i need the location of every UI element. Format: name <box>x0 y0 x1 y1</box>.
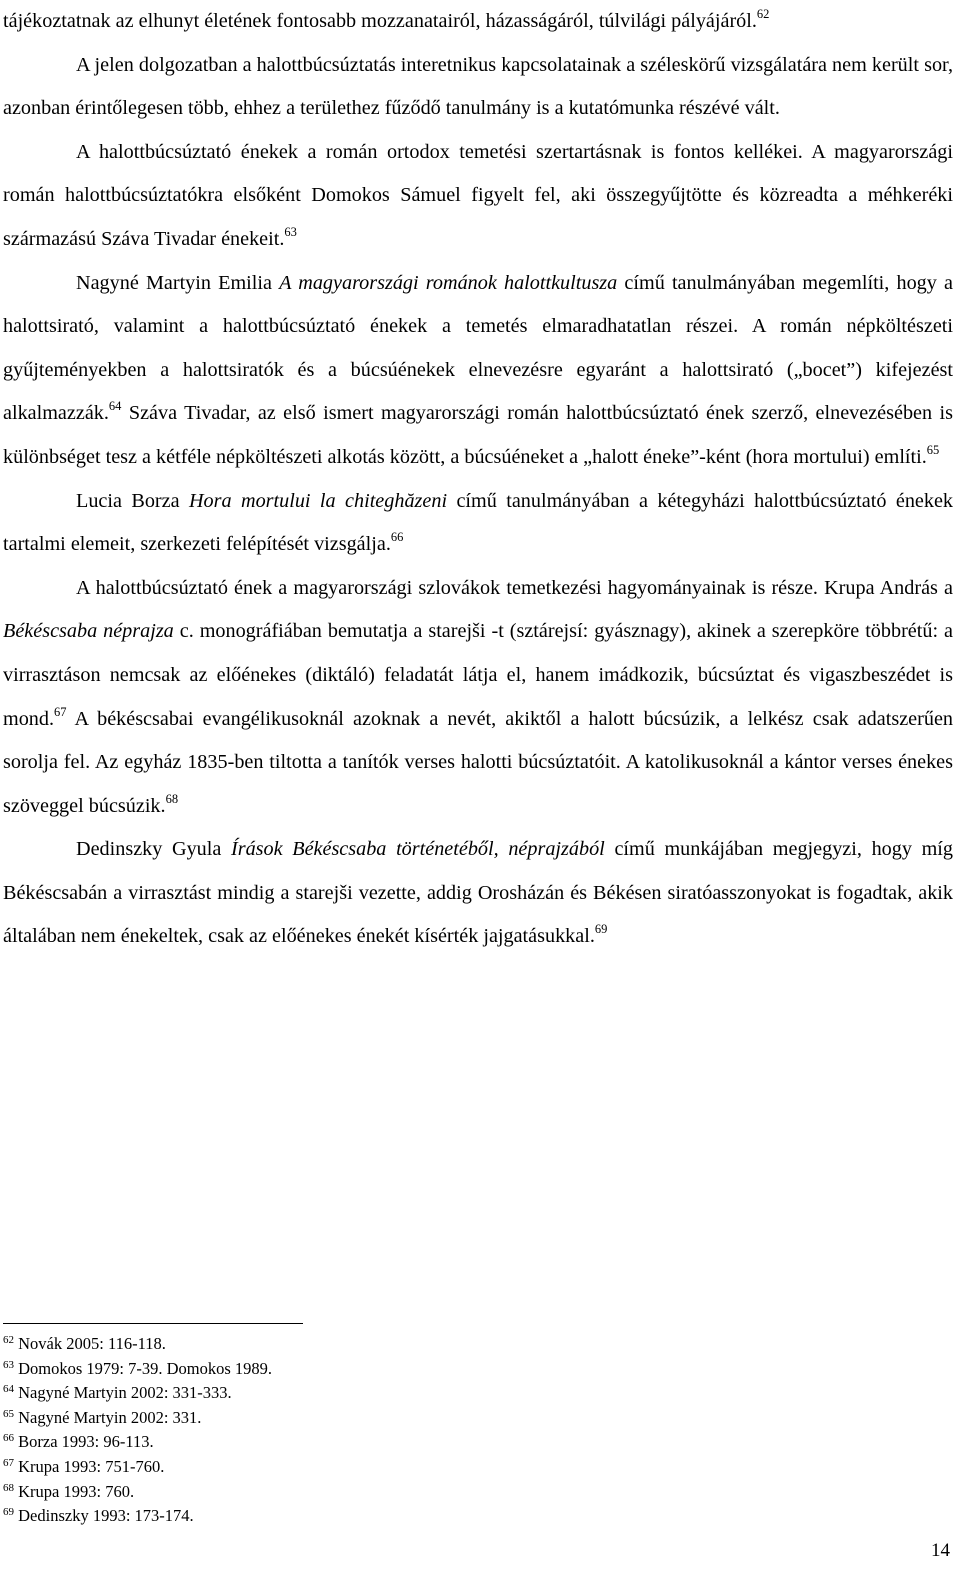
paragraph-text: Nagyné Martyin Emilia <box>76 271 280 294</box>
footnote-number: 65 <box>3 1407 14 1420</box>
footnote-ref[interactable]: 67 <box>54 704 67 719</box>
footnote <box>3 1332 603 1357</box>
paragraph-text: Dedinszky Gyula <box>76 838 231 861</box>
paragraph-text: című munkájában megjegyzi, hogy míg Békéscsabán a virrasztást mindig a starejši vezette, addig Orosházán és Békésen siratóasszonyokat is fogadtak, akik általában nem énekeltek, csak az előénekes énekét kísérték jajgatásukkal. <box>3 838 954 948</box>
paragraph-text: Lucia Borza <box>76 489 189 512</box>
footnote-number: 66 <box>3 1432 14 1445</box>
footnote <box>3 1504 603 1529</box>
paragraph-text: tájékoztatnak az elhunyt életének fontosabb mozzanatairól, házasságáról, túlvilági pályájáról. <box>3 10 757 32</box>
paragraph <box>3 262 953 480</box>
footnote-text: Novák 2005: 116-118. <box>18 1334 166 1353</box>
footnote-text: Domokos 1979: 7-39. Domokos 1989. <box>18 1358 273 1378</box>
paragraph-text: A halottbúcsúztató ének a magyarországi szlovákok temetkezési hagyományainak is része. Krupa András a <box>76 576 953 599</box>
footnote <box>3 1480 603 1505</box>
paragraph <box>3 480 953 567</box>
footnote-ref[interactable]: 69 <box>594 922 608 937</box>
work-title: Hora mortului la chiteghăzeni <box>188 489 448 512</box>
footnote-number: 67 <box>3 1456 14 1469</box>
paragraph <box>3 828 953 959</box>
footnote-number: 68 <box>3 1481 14 1494</box>
paragraph-continued <box>3 0 953 44</box>
paragraph <box>3 131 953 262</box>
footnote-text: Borza 1993: 96-113. <box>18 1432 154 1452</box>
body-text <box>3 0 953 959</box>
footnote <box>3 1430 603 1455</box>
footnote <box>3 1357 603 1382</box>
footnote-separator <box>3 1323 303 1324</box>
footnote-number: 62 <box>3 1334 14 1346</box>
footnote-text: Nagyné Martyin 2002: 331. <box>18 1407 202 1427</box>
footnote-text: Krupa 1993: 751-760. <box>18 1456 165 1476</box>
footnote <box>3 1381 603 1406</box>
work-title: Írások Békéscsaba történetéből, néprajzából <box>231 838 605 861</box>
work-title: A magyarországi románok halottkultusza <box>279 271 618 294</box>
footnote-text: Dedinszky 1993: 173-174. <box>18 1506 194 1526</box>
paragraph-text: A halottbúcsúztató énekek a román ortodox temetési szertartásnak is fontos kellékei. A magyarországi román halottbúcsúztatókra elsőként Domokos Sámuel figyelt fel, aki összegyűjtötte és közreadta a méhkeréki származású Száva Tivadar énekeit. <box>3 140 953 250</box>
footnote <box>3 1455 603 1480</box>
paragraph <box>3 567 953 829</box>
paragraph-text: A jelen dolgozatban a halottbúcsúztatás interetnikus kapcsolatainak a széleskörű vizsgálatára nem került sor, azonban érintőlegesen több, ehhez a területhez fűződő tanulmány is a kutatómunka részévé vált. <box>3 53 953 120</box>
work-title: Békéscsaba néprajza <box>3 620 174 643</box>
paragraph-text: c. monográfiában bemutatja a starejši -t (sztárejsí: gyásznagy), akinek a szerepköre többrétű: a virrasztáson nemcsak az előénekes (diktáló) feladatát látja el, hanem imádkozik, búcsúztat és vigaszbeszédet is mond. <box>3 620 953 730</box>
footnote-ref[interactable]: 66 <box>390 530 404 545</box>
footnote-ref[interactable]: 62 <box>756 7 770 21</box>
footnote-number: 63 <box>3 1358 14 1371</box>
page-number: 14 <box>931 1540 950 1561</box>
footnote <box>3 1406 603 1431</box>
footnote-number: 64 <box>3 1383 14 1396</box>
paragraph-text: című tanulmányában a kétegyházi halottbúcsúztató énekek tartalmi elemeit, szerkezeti felépítését vizsgálja. <box>3 489 954 556</box>
footnote-number: 69 <box>3 1506 14 1519</box>
paragraph-text: Száva Tivadar, az első ismert magyarországi román halottbúcsúztató ének szerző, elnevezésében is különbséget tesz a kétféle népköltészeti alkotás között, a búcsúéneket a „halott éneke”-ként (hora mortului) említi. <box>3 402 953 468</box>
footnote-ref[interactable]: 68 <box>165 791 179 806</box>
paragraph-text: című tanulmányában megemlíti, hogy a halottsirató, valamint a halottbúcsúztató énekek a temetés elmaradhatatlan részei. A román népköltészeti gyűjteményekben a halottsiratók és a búcsúénekek elnevezésre egyaránt a halottsirató („bocet”) kifejezést alkalmazzák. <box>3 271 953 425</box>
footnotes <box>3 1332 603 1529</box>
footnote-ref[interactable]: 63 <box>284 224 297 239</box>
paragraph <box>3 44 953 131</box>
footnote-text: Nagyné Martyin 2002: 331-333. <box>18 1383 232 1403</box>
footnote-ref[interactable]: 64 <box>108 399 122 414</box>
paragraph-text: A békéscsabai evangélikusoknál azoknak a nevét, akiktől a halott búcsúzik, a lelkész csak adatszerűen sorolja fel. Az egyház 1835-ben tiltotta a tanítók verses halotti búcsúztatóit. A katolikusoknál a kántor verses énekes szöveggel búcsúzik. <box>3 707 953 817</box>
footnote-text: Krupa 1993: 760. <box>18 1481 135 1501</box>
footnote-ref[interactable]: 65 <box>926 442 940 457</box>
